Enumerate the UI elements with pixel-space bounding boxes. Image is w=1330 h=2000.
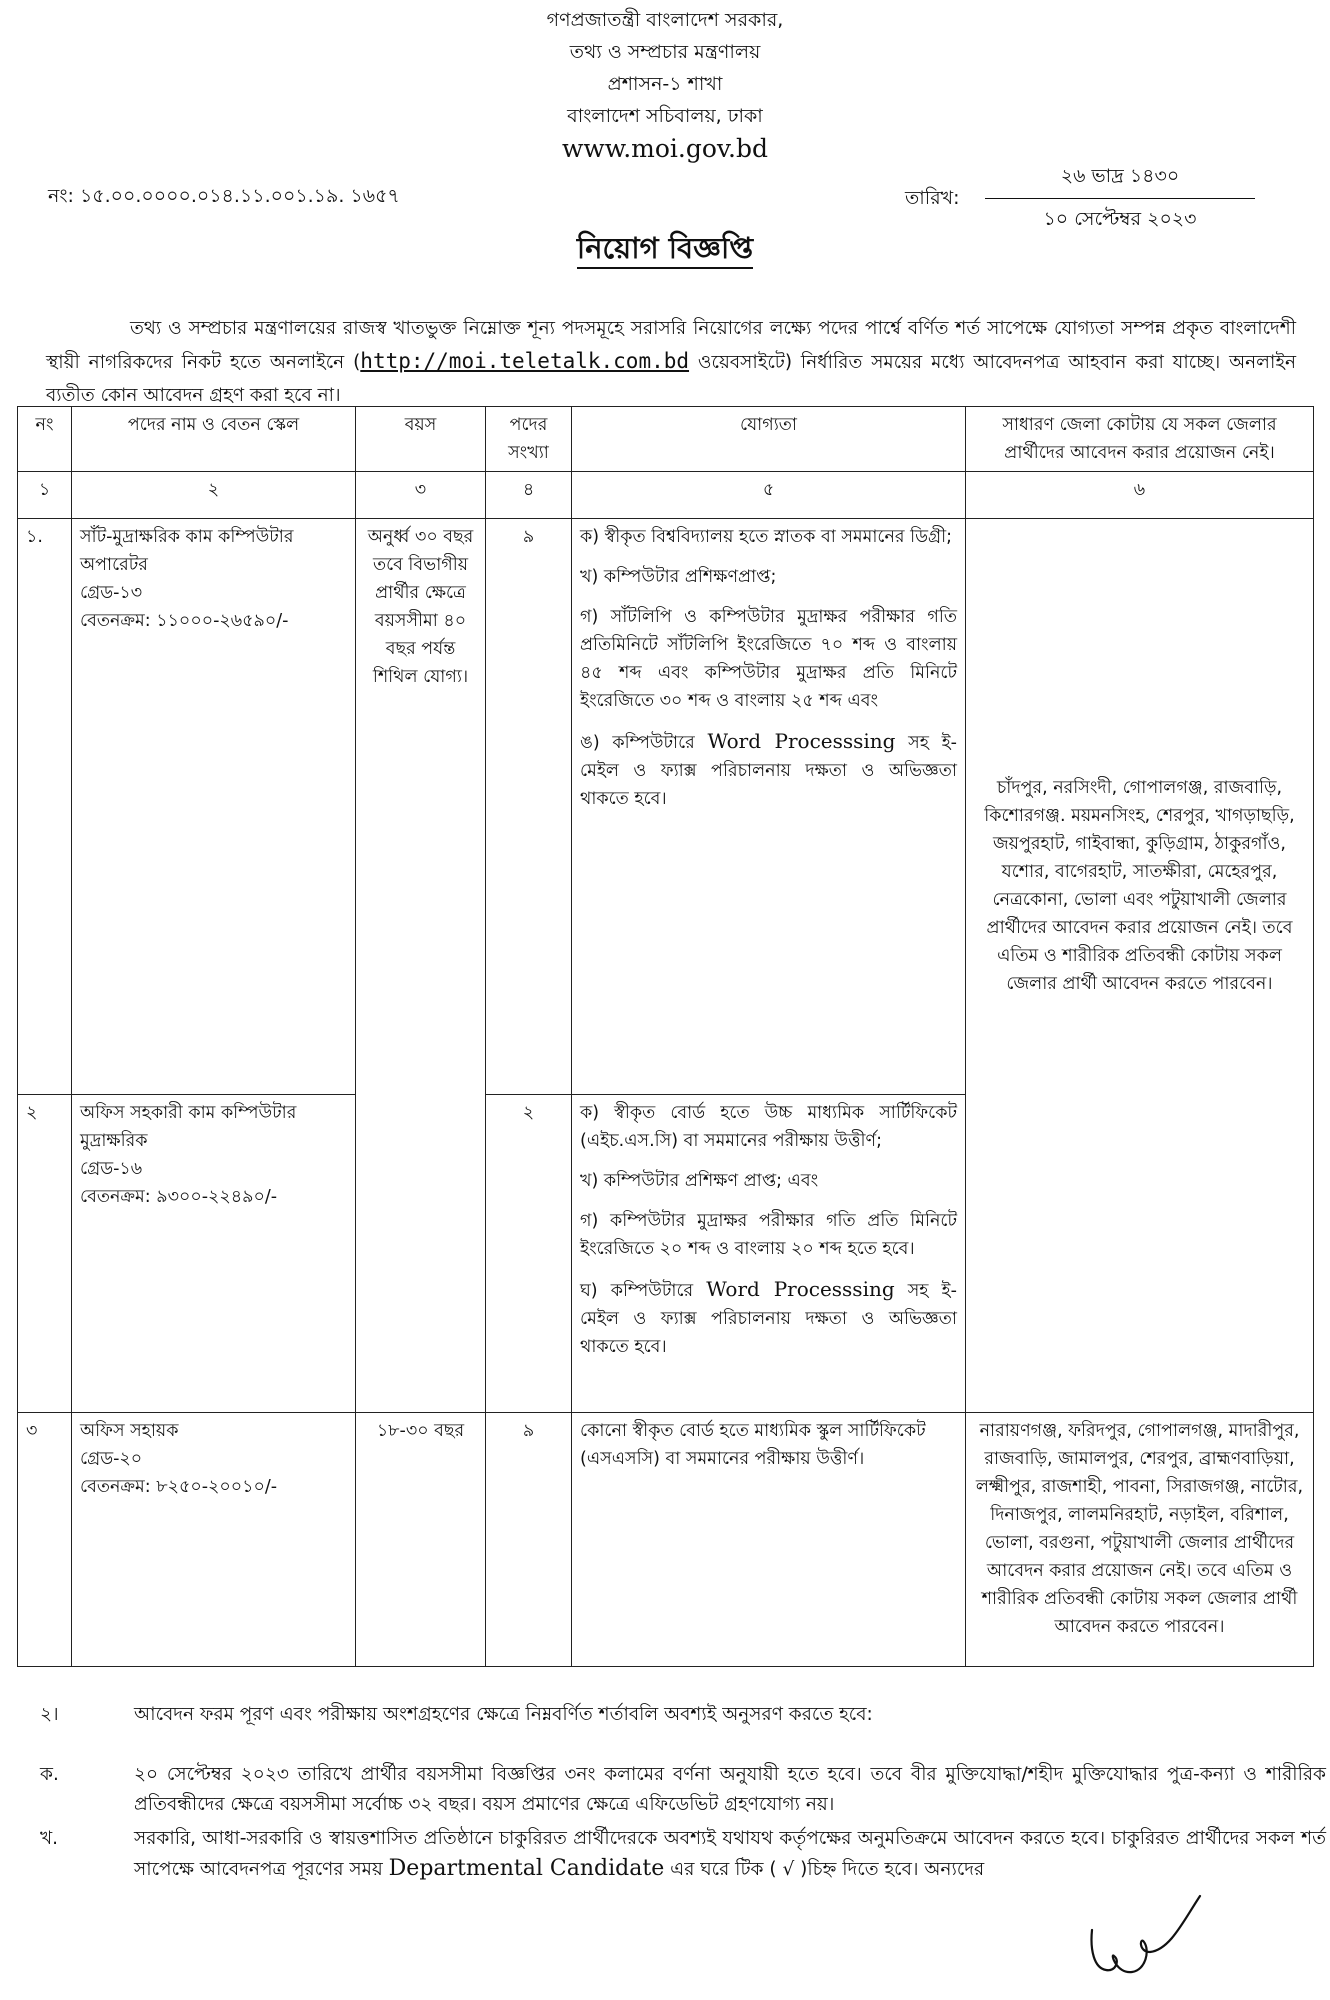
intro-paragraph bbox=[46, 312, 1296, 412]
post-grade: গ্রেড-১৩ bbox=[80, 583, 143, 603]
col-header-age: বয়স bbox=[356, 407, 486, 472]
age-limit-text: অনুর্ধ্ব ৩০ বছর তবে বিভাগীয় প্রার্থীর ক্ষেত্রে বয়সসীমা ৪০ বছর পর্যন্ত শিথিল যোগ্য। bbox=[367, 527, 474, 687]
col-header-post: পদের নাম ও বেতন স্কেল bbox=[72, 407, 356, 472]
qualification-item: ক) স্বীকৃত বিশ্ববিদ্যালয় হতে স্নাতক বা সমমানের ডিগ্রী; bbox=[580, 527, 952, 547]
notice-title bbox=[0, 226, 1330, 275]
qualification-text: Word Processsing bbox=[707, 729, 896, 753]
application-url-link[interactable]: http://moi.teletalk.com.bd bbox=[360, 349, 690, 373]
ministry-name: তথ্য ও সম্প্রচার মন্ত্রণালয় bbox=[569, 41, 761, 63]
row-number: ৩ bbox=[18, 1413, 72, 1667]
post-grade: গ্রেড-১৬ bbox=[80, 1159, 143, 1179]
qualification-item bbox=[580, 727, 957, 813]
signature-image bbox=[1080, 1890, 1210, 1980]
condition-label: ২। bbox=[40, 1704, 59, 1725]
district-quota-cell bbox=[966, 1413, 1314, 1667]
memo-number: নং: ১৫.০০.০০০০.০১৪.১১.০০১.১৯. ১৬৫৭ bbox=[48, 185, 400, 207]
post-cell bbox=[72, 1413, 356, 1667]
qualification-text: সহ ই-মেইল ও ফ্যাক্স পরিচালনায় দক্ষতা ও অভিজ্ঞতা থাকতে হবে। bbox=[580, 1281, 957, 1357]
col-number: ৩ bbox=[356, 472, 486, 519]
qualification-item: ক) স্বীকৃত বোর্ড হতে উচ্চ মাধ্যমিক সার্টিফিকেট (এইচ.এস.সি) বা সমমানের পরীক্ষায় উত্তীর্ণ; bbox=[580, 1103, 957, 1151]
qualification-item: খ) কম্পিউটার প্রশিক্ষণপ্রাপ্ত; bbox=[580, 567, 777, 587]
govt-name: গণপ্রজাতন্ত্রী বাংলাদেশ সরকার, bbox=[546, 9, 784, 31]
date-bangla: ২৬ ভাদ্র ১৪৩০ bbox=[985, 162, 1255, 199]
notice-title-text: নিয়োগ বিজ্ঞপ্তি bbox=[577, 231, 753, 269]
post-name: অফিস সহায়ক bbox=[80, 1421, 179, 1441]
qualification-cell bbox=[572, 1413, 966, 1667]
row-number: ২ bbox=[18, 1095, 72, 1413]
vacancy-table bbox=[17, 406, 1314, 1667]
row-number: ১. bbox=[18, 519, 72, 1095]
table-row bbox=[18, 1413, 1314, 1667]
intro-text-2: ওয়েবসাইটে) নির্ধারিত সময়ের মধ্যে আবেদনপত্র আহবান করা যাচ্ছে। অনলাইন ব্যতীত কোন আবেদন গ্রহণ করা হবে না। bbox=[46, 352, 1296, 406]
district-quota-text: নারায়ণগঞ্জ, ফরিদপুর, গোপালগঞ্জ, মাদারীপুর, রাজবাড়ি, জামালপুর, শেরপুর, ব্রাহ্মণবাড়িয়া, লক্ষ্মীপুর, রাজশাহী, পাবনা, সিরাজগঞ্জ, নাটোর, দিনাজপুর, লালমনিরহাট, নড়াইল, বরিশাল, ভোলা, বরগুনা, পটুয়াখালী জেলার প্রার্থীদের আবেদন করার প্রয়োজন নেই। তবে এতিম ও শারীরিক প্রতিবন্ধী কোটায় সকল জেলার প্রার্থী আবেদন করতে পারবেন। bbox=[975, 1421, 1304, 1637]
qualification-item: গ) কম্পিউটার মুদ্রাক্ষর পরীক্ষার গতি প্রতি মিনিটে ইংরেজিতে ২০ শব্দ ও বাংলায় ২০ শব্দ হতে হবে। bbox=[580, 1211, 957, 1259]
column-number-row bbox=[18, 472, 1314, 519]
col-number: ২ bbox=[72, 472, 356, 519]
post-cell bbox=[72, 1095, 356, 1413]
pay-scale: বেতনক্রম: ৮২৫০-২০০১০/- bbox=[80, 1477, 278, 1497]
post-count: ৯ bbox=[486, 1413, 572, 1667]
col-number: ৬ bbox=[966, 472, 1314, 519]
age-cell: ১৮-৩০ বছর bbox=[356, 1413, 486, 1667]
qualification-cell bbox=[572, 519, 966, 1095]
condition-text: ২০ সেপ্টেম্বর ২০২৩ তারিখে প্রার্থীর বয়সসীমা বিজ্ঞপ্তির ৩নং কলামের বর্ণনা অনুযায়ী হতে হবে। তবে বীর মুক্তিযোদ্ধা/শহীদ মুক্তিযোদ্ধার পুত্র-কন্যা ও শারীরিক প্রতিবন্ধীদের ক্ষেত্রে বয়সসীমা সর্বোচ্চ ৩২ বছর। বয়স প্রমাণের ক্ষেত্রে এফিডেভিট গ্রহণযোগ্য নয়। bbox=[134, 1764, 1326, 1815]
date-english: ১০ সেপ্টেম্বর ২০২৩ bbox=[1043, 208, 1197, 230]
qualification-item bbox=[580, 1275, 957, 1361]
date-label: তারিখ: bbox=[905, 187, 960, 209]
qualification-item: কোনো স্বীকৃত বোর্ড হতে মাধ্যমিক স্কুল সার্টিফিকেট (এসএসসি) বা সমমানের পরীক্ষায় উত্তীর্ণ। bbox=[580, 1421, 926, 1469]
office-address: বাংলাদেশ সচিবালয়, ঢাকা bbox=[567, 105, 763, 127]
post-count: ২ bbox=[486, 1095, 572, 1413]
col-number: ১ bbox=[18, 472, 72, 519]
condition-label: ক. bbox=[40, 1764, 59, 1785]
col-header-qualification: যোগ্যতা bbox=[572, 407, 966, 472]
district-quota-cell bbox=[966, 519, 1314, 1413]
condition-text-part: সরকারি, আধা-সরকারি ও স্বায়ত্তশাসিত প্রতিষ্ঠানে চাকুরিরত প্রার্থীদেরকে অবশ্যই যথাযথ কর্তৃপক্ষের অনুমতিক্রমে আবেদন করতে হবে। চাকুরিরত প্রার্থীদের সকল শর্ত সাপেক্ষে আবেদনপত্র পূরণের সময় bbox=[134, 1828, 1326, 1880]
qualification-item: খ) কম্পিউটার প্রশিক্ষণ প্রাপ্ত; এবং bbox=[580, 1171, 819, 1191]
condition-label: খ. bbox=[40, 1828, 59, 1849]
qualification-text: ঘ) কম্পিউটারে bbox=[580, 1281, 707, 1301]
col-header-no: নং bbox=[18, 407, 72, 472]
col-header-district-quota: সাধারণ জেলা কোটায় যে সকল জেলার প্রার্থীদের আবেদন করার প্রয়োজন নেই। bbox=[966, 407, 1314, 472]
intro-text-1: তথ্য ও সম্প্রচার মন্ত্রণালয়ের রাজস্ব খাতভুক্ত নিম্নোক্ত শূন্য পদসমূহে সরাসরি নিয়োগের লক্ষ্যে পদের পার্শ্বে বর্ণিত শর্ত সাপেক্ষে যোগ্যতা সম্পন্ন প্রকৃত বাংলাদেশী স্থায়ী নাগরিকদের নিকট হতে অনলাইনে ( bbox=[46, 318, 1296, 373]
website-link[interactable]: www.moi.gov.bd bbox=[561, 134, 769, 163]
condition-text: আবেদন ফরম পূরণ এবং পরীক্ষায় অংশগ্রহণের ক্ষেত্রে নিম্নবর্ণিত শর্তাবলি অবশ্যই অনুসরণ করতে হবে: bbox=[134, 1704, 873, 1725]
post-name: অফিস সহকারী কাম কম্পিউটার মুদ্রাক্ষরিক bbox=[80, 1103, 297, 1151]
departmental-candidate-term: Departmental Candidate bbox=[388, 1856, 665, 1881]
qualification-text: সহ ই-মেইল ও ফ্যাক্স পরিচালনায় দক্ষতা ও অভিজ্ঞতা থাকতে হবে। bbox=[580, 733, 957, 809]
post-count: ৯ bbox=[486, 519, 572, 1095]
col-number: ৫ bbox=[572, 472, 966, 519]
post-grade: গ্রেড-২০ bbox=[80, 1449, 143, 1469]
condition-text bbox=[134, 1824, 1326, 1885]
section-name: প্রশাসন-১ শাখা bbox=[607, 73, 723, 95]
qualification-text: ঙ) কম্পিউটারে bbox=[580, 733, 708, 753]
qualification-text: Word Processsing bbox=[706, 1277, 895, 1301]
col-number: ৪ bbox=[486, 472, 572, 519]
pay-scale: বেতনক্রম: ১১০০০-২৬৫৯০/- bbox=[80, 611, 289, 631]
qualification-cell bbox=[572, 1095, 966, 1413]
district-quota-text: চাঁদপুর, নরসিংদী, গোপালগঞ্জ, রাজবাড়ি, কিশোরগঞ্জ. ময়মনসিংহ, শেরপুর, খাগড়াছড়ি, জয়পুরহাট, গাইবান্ধা, কুড়িগ্রাম, ঠাকুরগাঁও, যশোর, বাগেরহাট, সাতক্ষীরা, মেহেরপুর, নেত্রকোনা, ভোলা এবং পটুয়াখালী জেলার প্রার্থীদের আবেদন করার প্রয়োজন নেই। তবে এতিম ও শারীরিক প্রতিবন্ধী কোটায় সকল জেলার প্রার্থী আবেদন করতে পারবেন। bbox=[984, 777, 1295, 994]
table-row bbox=[18, 519, 1314, 1095]
pay-scale: বেতনক্রম: ৯৩০০-২২৪৯০/- bbox=[80, 1187, 278, 1207]
table-header-row bbox=[18, 407, 1314, 472]
post-cell bbox=[72, 519, 356, 1095]
condition-text-part: এর ঘরে টিক ( √ )চিহ্ন দিতে হবে। অন্যদের bbox=[664, 1859, 985, 1880]
col-header-count: পদের সংখ্যা bbox=[486, 407, 572, 472]
post-name: সাঁট-মুদ্রাক্ষরিক কাম কম্পিউটার অপারেটর bbox=[80, 527, 294, 575]
age-cell bbox=[356, 519, 486, 1413]
qualification-item: গ) সাঁটলিপি ও কম্পিউটার মুদ্রাক্ষর পরীক্ষার গতি প্রতিমিনিটে সাঁটলিপি ইংরেজিতে ৭০ শব্দ ও বাংলায় ৪৫ শব্দ এবং কম্পিউটার মুদ্রাক্ষর প্রতি মিনিটে ইংরেজিতে ৩০ শব্দ ও বাংলায় ২৫ শব্দ এবং bbox=[580, 607, 957, 711]
